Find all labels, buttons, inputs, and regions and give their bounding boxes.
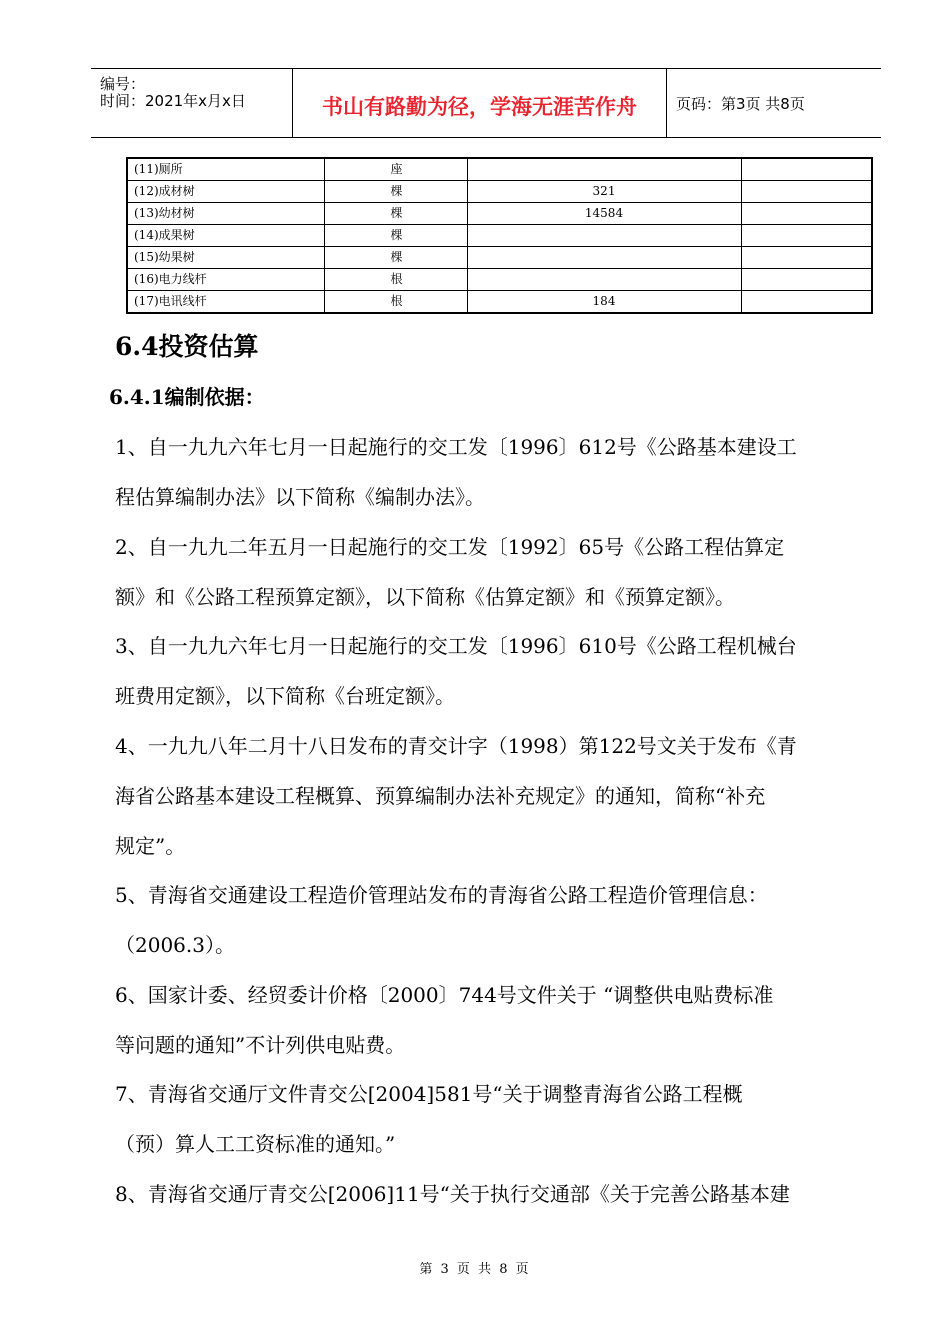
- item-name-cell: (15)幼果树: [127, 247, 324, 269]
- header-motto-cell: [292, 69, 667, 137]
- header-page-label: 页码：第3页 共8页: [676, 95, 805, 113]
- body-line: （2006.3）。: [115, 933, 235, 957]
- quantity-table: [126, 157, 873, 314]
- body-line: 1、自一九九六年七月一日起施行的交工发〔1996〕612号《公路基本建设工: [115, 435, 797, 459]
- quantity-cell: 321: [467, 181, 741, 203]
- body-line: 7、青海省交通厅文件青交公[2004]581号“关于调整青海省公路工程概: [115, 1082, 743, 1106]
- body-line: 额》和《公路工程预算定额》，以下简称《估算定额》和《预算定额》。: [115, 585, 735, 609]
- page-header: [91, 68, 881, 138]
- body-line: 5、青海省交通建设工程造价管理站发布的青海省公路工程造价管理信息：: [115, 883, 768, 907]
- section-title: 6.4投资估算: [115, 332, 259, 361]
- quantity-cell: 14584: [467, 203, 741, 225]
- unit-cell: 根: [324, 269, 467, 291]
- quantity-cell: [467, 225, 741, 247]
- body-line: 等问题的通知”不计列供电贴费。: [115, 1033, 406, 1057]
- quantity-cell: [467, 158, 741, 181]
- extra-cell: [741, 158, 872, 181]
- body-line: 规定”。: [115, 834, 186, 858]
- extra-cell: [741, 247, 872, 269]
- body-line: 海省公路基本建设工程概算、预算编制办法补充规定》的通知，简称“补充: [115, 784, 766, 808]
- body-line: 6、国家计委、经贸委计价格〔2000〕744号文件关于 “调整供电贴费标准: [115, 983, 774, 1007]
- body-line: （预）算人工工资标准的通知。”: [115, 1132, 396, 1156]
- unit-cell: 座: [324, 158, 467, 181]
- unit-cell: 根: [324, 291, 467, 314]
- body-line: 班费用定额》，以下简称《台班定额》。: [115, 684, 455, 708]
- unit-cell: 棵: [324, 181, 467, 203]
- extra-cell: [741, 181, 872, 203]
- body-line: 程估算编制办法》以下简称《编制办法》。: [115, 485, 485, 509]
- item-name-cell: (13)幼材树: [127, 203, 324, 225]
- header-page-cell: [666, 69, 881, 137]
- unit-cell: 棵: [324, 247, 467, 269]
- extra-cell: [741, 269, 872, 291]
- item-name-cell: (14)成果树: [127, 225, 324, 247]
- table-row: [127, 269, 872, 291]
- unit-cell: 棵: [324, 203, 467, 225]
- table-row: [127, 247, 872, 269]
- table-row: [127, 203, 872, 225]
- item-name-cell: (17)电讯线杆: [127, 291, 324, 314]
- unit-cell: 棵: [324, 225, 467, 247]
- extra-cell: [741, 225, 872, 247]
- header-info-cell: [91, 69, 292, 137]
- table-row: [127, 291, 872, 314]
- body-line: 8、青海省交通厅青交公[2006]11号“关于执行交通部《关于完善公路基本建: [115, 1182, 790, 1206]
- code-label: 编号：: [100, 75, 146, 93]
- item-name-cell: (11)厕所: [127, 158, 324, 181]
- quantity-cell: 184: [467, 291, 741, 314]
- extra-cell: [741, 203, 872, 225]
- extra-cell: [741, 291, 872, 314]
- item-name-cell: (12)成材树: [127, 181, 324, 203]
- header-motto: 书山有路勤为径，学海无涯苦作舟: [322, 95, 637, 119]
- body-line: 2、自一九九二年五月一日起施行的交工发〔1992〕65号《公路工程估算定: [115, 535, 785, 559]
- subsection-title: 6.4.1编制依据：: [109, 385, 265, 409]
- quantity-cell: [467, 269, 741, 291]
- time-label: 时间：2021年x月x日: [100, 92, 246, 110]
- table-row: [127, 225, 872, 247]
- item-name-cell: (16)电力线杆: [127, 269, 324, 291]
- page-footer: 第 3 页 共 8 页: [419, 1262, 531, 1277]
- table-row: [127, 181, 872, 203]
- table-row: [127, 158, 872, 181]
- body-line: 4、一九九八年二月十八日发布的青交计字（1998）第122号文关于发布《青: [115, 734, 797, 758]
- quantity-cell: [467, 247, 741, 269]
- body-line: 3、自一九九六年七月一日起施行的交工发〔1996〕610号《公路工程机械台: [115, 634, 797, 658]
